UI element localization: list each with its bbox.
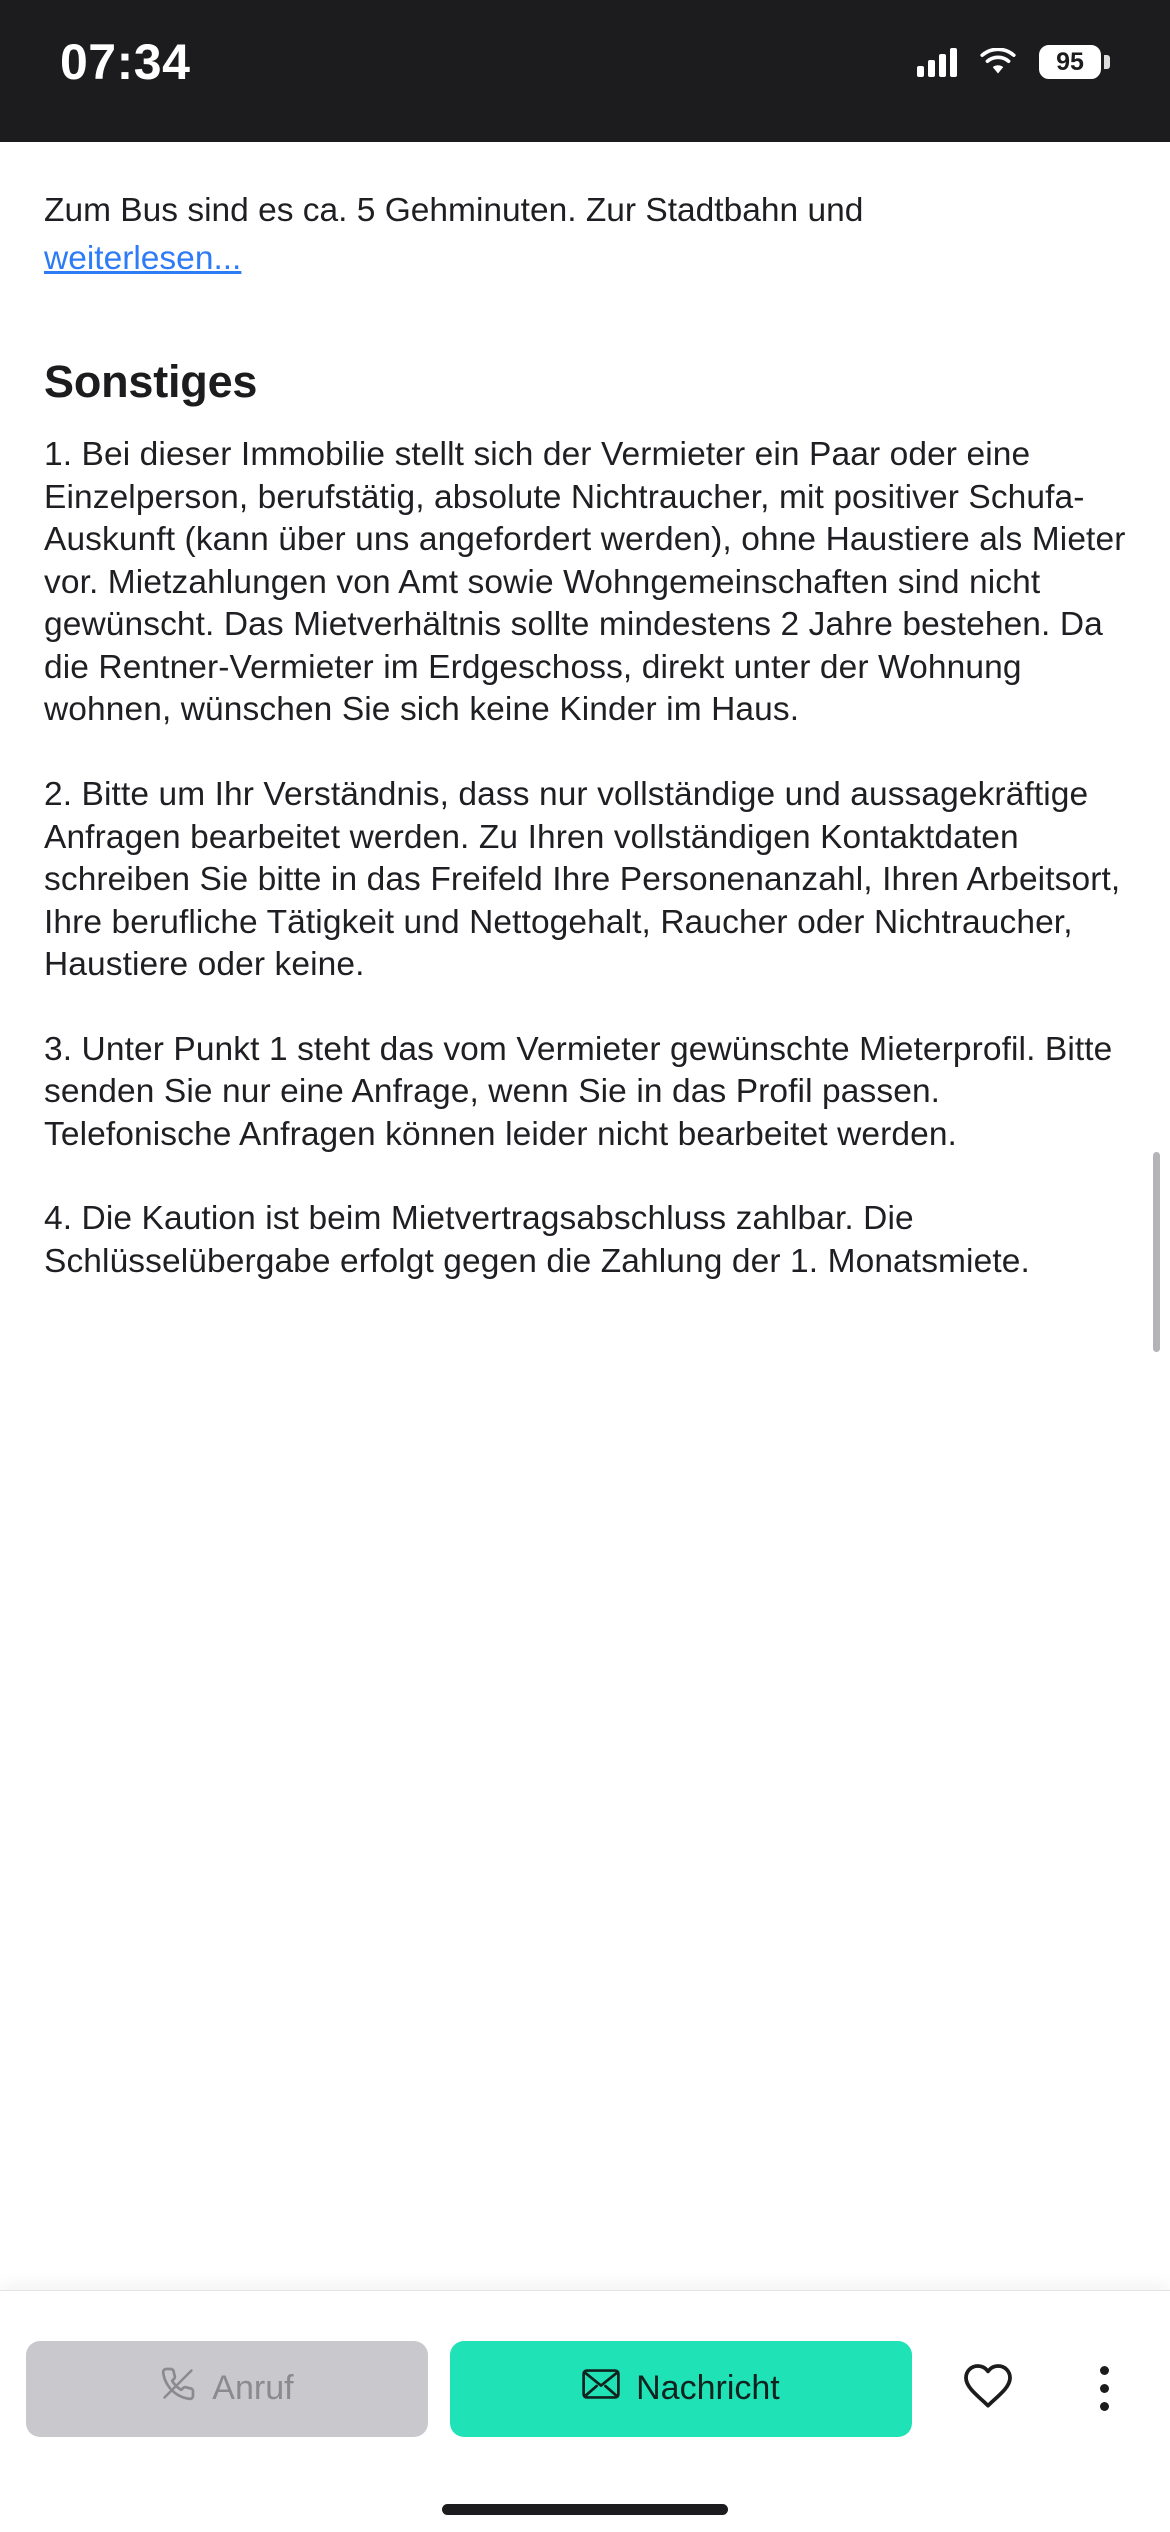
message-button[interactable]	[450, 2341, 912, 2437]
envelope-icon	[582, 2369, 620, 2408]
call-button[interactable]	[26, 2341, 428, 2437]
status-indicators	[917, 45, 1110, 79]
status-time: 07:34	[60, 34, 191, 90]
home-indicator-area	[0, 2486, 1170, 2532]
call-button-label: Anruf	[212, 2369, 294, 2407]
status-bar	[0, 0, 1170, 142]
home-indicator[interactable]	[442, 2504, 728, 2515]
battery-level-text: 95	[1056, 47, 1084, 76]
paragraph-3: 3. Unter Punkt 1 steht das vom Vermieter gewünschte Mieterprofil. Bitte senden Sie nur eine Anfrage, wenn Sie in das Profil passen. Telefonische Anfragen können leider nicht bearbeitet werden.	[44, 1030, 1113, 1153]
read-more-link[interactable]: weiterlesen...	[44, 240, 242, 278]
message-button-label: Nachricht	[636, 2369, 780, 2407]
action-bar	[0, 2290, 1170, 2486]
paragraph-2: 2. Bitte um Ihr Verständnis, dass nur vollständige und aussagekräftige Anfragen bearbeitet werden. Zu Ihren vollständigen Kontaktdaten schreiben Sie bitte in das Freifeld Ihre Personenanzahl, Ihren Arbeitsort, Ihre berufliche Tätigkeit und Nettogehalt, Raucher oder Nichtraucher, Haustiere oder keine.	[44, 775, 1121, 984]
more-options-button[interactable]	[1064, 2341, 1144, 2437]
teaser-text: Zum Bus sind es ca. 5 Gehminuten. Zur Stadtbahn und	[44, 192, 864, 229]
phone-icon	[160, 2366, 196, 2411]
paragraph-4: 4. Die Kaution ist beim Mietvertragsabschluss zahlbar. Die Schlüsselübergabe erfolgt gegen die Zahlung der 1. Monatsmiete.	[44, 1200, 1030, 1280]
favorite-button[interactable]	[934, 2341, 1042, 2437]
cellular-signal-icon	[917, 47, 957, 77]
more-vertical-icon	[1100, 2366, 1109, 2411]
listing-description-content[interactable]	[0, 142, 1170, 2290]
vertical-scrollbar[interactable]	[1153, 1152, 1160, 1352]
paragraph-1: 1. Bei dieser Immobilie stellt sich der Vermieter ein Paar oder eine Einzelperson, berufstätig, absolute Nichtraucher, mit positiver Schufa-Auskunft (kann über uns angefordert werden), ohne Haustiere als Mieter vor. Mietzahlungen von Amt sowie Wohngemeinschaften sind nicht gewünscht. Das Mietverhältnis sollte mindestens 2 Jahre bestehen. Da die Rentner-Vermieter im Erdgeschoss, direkt unter der Wohnung wohnen, wünschen Sie sich keine Kinder im Haus.	[44, 436, 1126, 729]
heart-icon	[962, 2363, 1014, 2414]
section-title-sonstiges: Sonstiges	[44, 356, 258, 408]
wifi-icon	[979, 48, 1017, 76]
battery-icon	[1039, 45, 1110, 79]
